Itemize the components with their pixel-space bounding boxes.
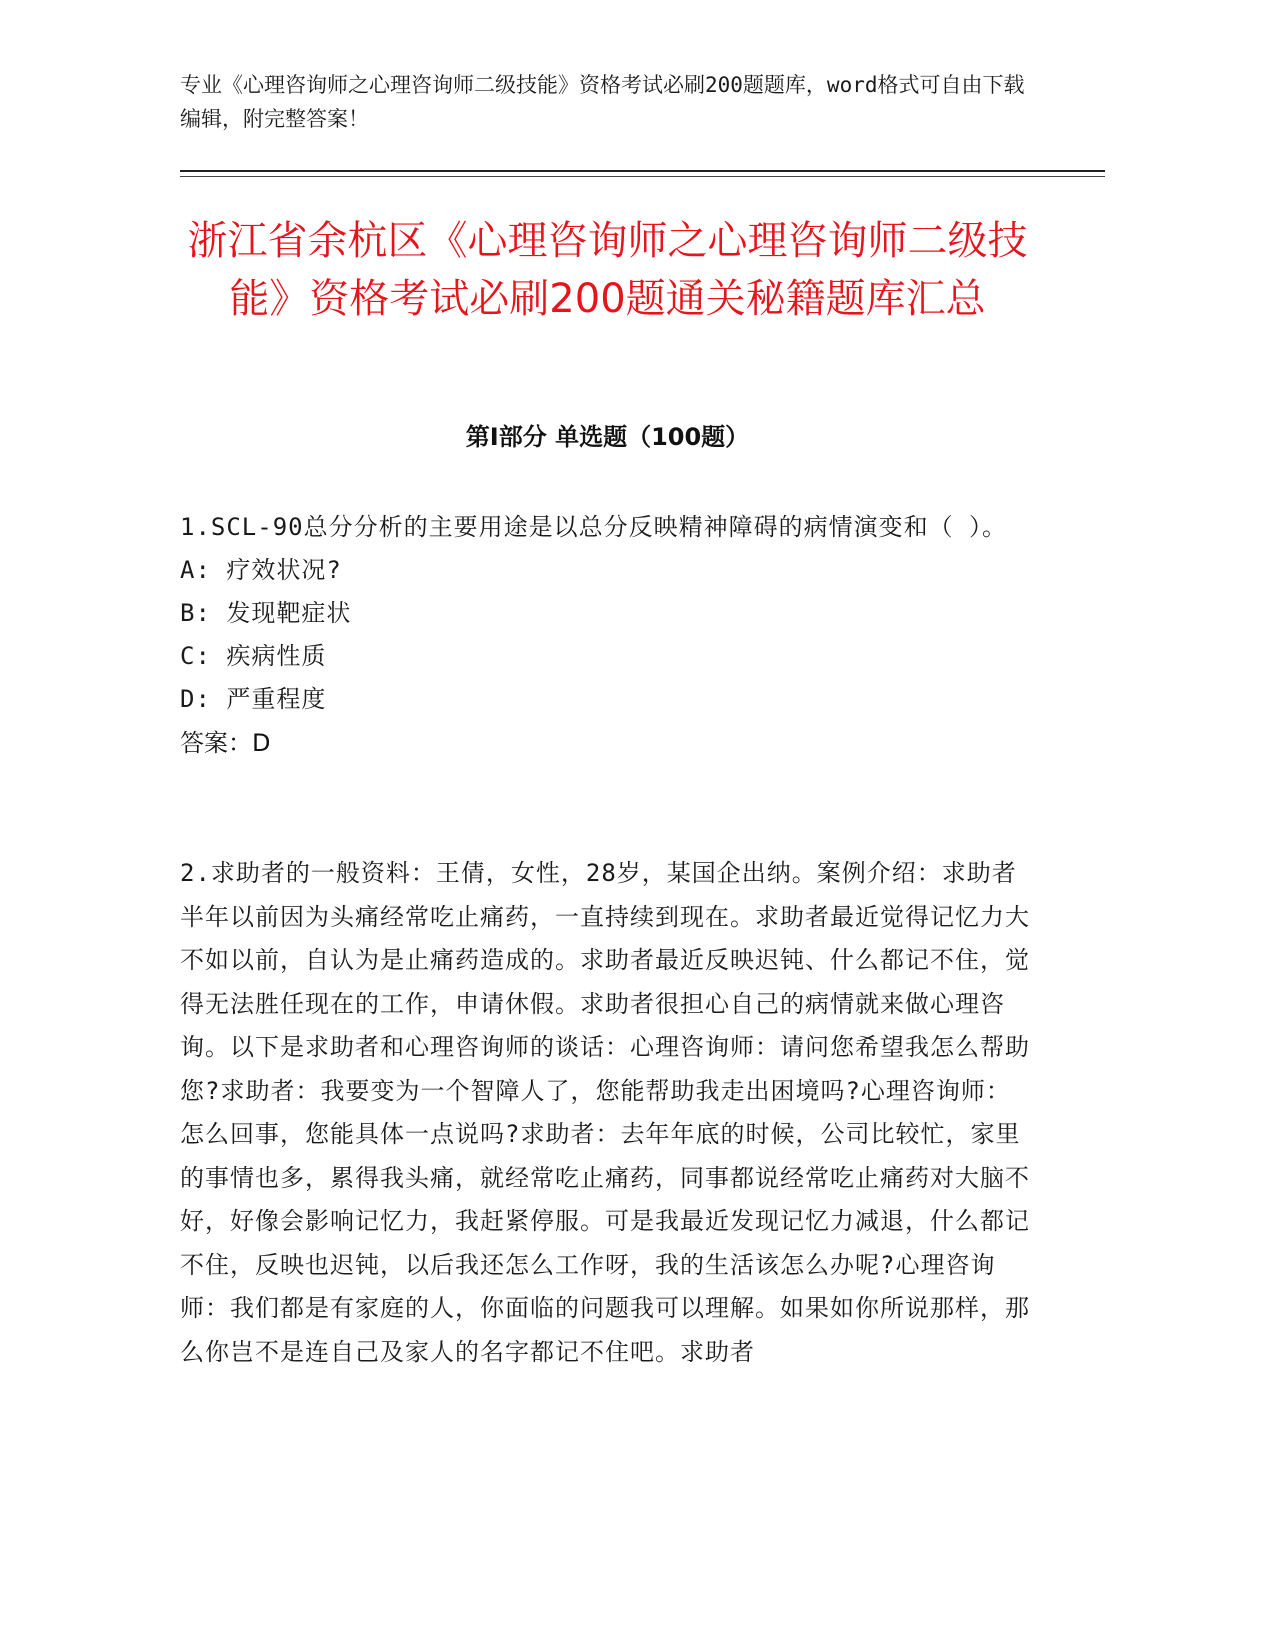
option-a: A: 疗效状况? (180, 556, 342, 584)
section-heading: 第Ⅰ部分 单选题（100题） (465, 423, 750, 451)
option-b: B: 发现靶症状 (180, 599, 352, 627)
header-divider-thick (180, 170, 1105, 172)
question-stem: 2.求助者的一般资料：王倩，女性，28岁，某国企出纳。案例介绍：求助者半年以前因为头痛经常吃止痛药，一直持续到现在。求助者最近觉得记忆力大不如以前，自认为是止痛药造成的。求助者最近反映迟钝、什么都记不住，觉得无法胜任现在的工作，申请休假。求助者很担心自己的病情就来做心理咨询。以下是求助者和心理咨询师的谈话：心理咨询师：请问您希望我怎么帮助您?求助者：我要变为一个智障人了，您能帮助我走出困境吗?心理咨询师：怎么回事，您能具体一点说吗?求助者：去年年底的时候，公司比较忙，家里的事情也多，累得我头痛，就经常吃止痛药，同事都说经常吃止痛药对大脑不好，好像会影响记忆力，我赶紧停服。可是我最近发现记忆力减退，什么都记不住，反映也迟钝，以后我还怎么工作呀，我的生活该怎么办呢?心理咨询师：我们都是有家庭的人，你面临的问题我可以理解。如果如你所说那样，那么你岂不是连自己及家人的名字都记不住吧。求助者 (180, 859, 1030, 1366)
answer: 答案：D (180, 729, 271, 757)
question-1 (180, 505, 1035, 765)
question-2 (180, 852, 1035, 1374)
option-c: C: 疾病性质 (180, 642, 327, 670)
header-note: 专业《心理咨询师之心理咨询师二级技能》资格考试必刷200题题库，word格式可自由下载编辑，附完整答案！ (180, 73, 1025, 131)
header-divider-thin (180, 176, 1105, 177)
option-d: D: 严重程度 (180, 685, 327, 713)
document-title: 浙江省余杭区《心理咨询师之心理咨询师二级技能》资格考试必刷200题通关秘籍题库汇总 (187, 218, 1028, 322)
question-stem: 1.SCL-90总分分析的主要用途是以总分反映精神障碍的病情演变和（ ）。 (180, 513, 1008, 541)
